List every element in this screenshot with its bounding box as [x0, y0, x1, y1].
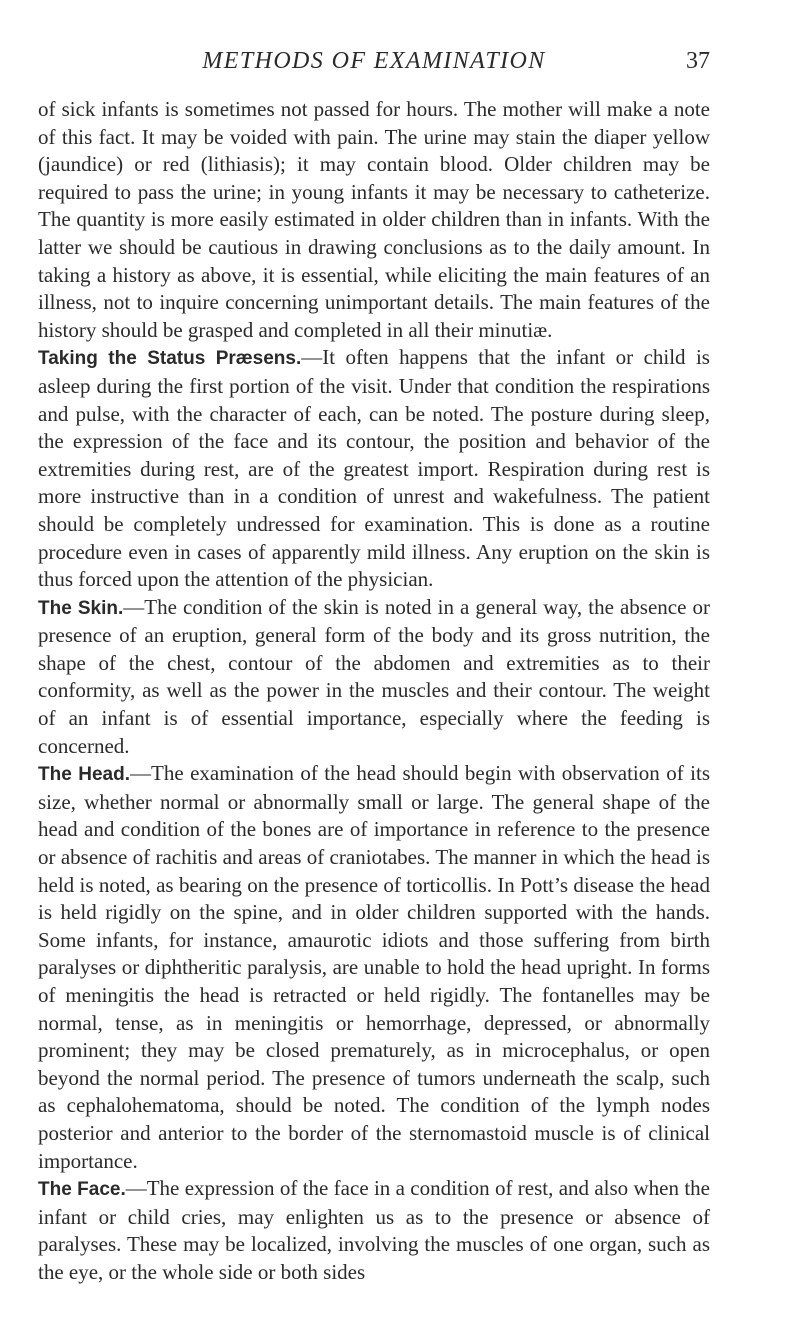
section-heading-face: The Face.	[38, 1179, 126, 1201]
paragraph-text: —It often happens that the infant or child is asleep during the first portion of the visit. Under that condition the respirations and pulse, with the character of each, can be noted. The posture during sleep, the expression of the face and its contour, the position and behavior of the extremities during rest, are of the greatest import. Respiration during rest is more instructive than in a condition of unrest and wakefulness. The patient should be completely undressed for examination. This is done as a routine procedure even in cases of apparently mild illness. Any eruption on the skin is thus forced upon the attention of the physician.	[38, 345, 710, 592]
paragraph-status-praesens	[38, 344, 710, 593]
paragraph-head	[38, 760, 710, 1175]
page-number: 37	[686, 48, 710, 74]
section-heading-status-praesens: Taking the Status Præsens.	[38, 348, 302, 370]
paragraph-text: of sick infants is sometimes not passed for hours. The mother will make a note of this fact. It may be voided with pain. The urine may stain the diaper yellow (jaundice) or red (lithiasis); it may contain blood. Older children may be required to pass the urine; in young infants it may be necessary to catheterize. The quantity is more easily estimated in older children than in infants. With the latter we should be cautious in drawing conclusions as to the daily amount. In taking a history as above, it is essential, while eliciting the main features of an illness, not to inquire concerning unimportant details. The main features of the history should be grasped and completed in all their minutiæ.	[38, 97, 710, 342]
paragraph-text: —The condition of the skin is noted in a general way, the absence or presence of an eruption, general form of the body and its gross nutrition, the shape of the chest, contour of the abdomen and extremities as to their conformity, as well as the power in the muscles and their contour. The weight of an infant is of essential importance, especially where the feeding is concerned.	[38, 594, 710, 758]
page-header	[38, 48, 710, 88]
paragraph-text: —The examination of the head should begin with observation of its size, whether normal or abnormally small or large. The general shape of the head and condition of the bones are of importance in reference to the presence or absence of rachitis and areas of craniotabes. The manner in which the head is held is noted, as bearing on the presence of torticollis. In Pott’s disease the head is held rigidly on the spine, and in older children supported with the hands. Some infants, for instance, amaurotic idiots and those suffering from birth paralyses or diphtheritic paralysis, are unable to hold the head upright. In forms of meningitis the head is retracted or held rigidly. The fontanelles may be normal, tense, as in meningitis or hemorrhage, depressed, or abnormally prominent; they may be closed prematurely, as in microcephalus, or open beyond the normal period. The presence of tumors underneath the scalp, such as cephalohematoma, should be noted. The condition of the lymph nodes posterior and anterior to the border of the sternomastoid muscle is of clinical importance.	[38, 761, 710, 1173]
paragraph-face	[38, 1175, 710, 1286]
section-heading-skin: The Skin.	[38, 597, 124, 619]
running-title: METHODS OF EXAMINATION	[202, 48, 546, 74]
paragraph-text: —The expression of the face in a condition of rest, and also when the infant or child cries, may enlighten us as to the presence or absence of paralyses. These may be localized, involving the muscles of one organ, such as the eye, or the whole side or both sides	[38, 1176, 710, 1284]
body-text	[38, 96, 710, 1287]
paragraph-skin	[38, 594, 710, 761]
section-heading-head: The Head.	[38, 764, 130, 786]
paragraph-urine	[38, 96, 710, 344]
